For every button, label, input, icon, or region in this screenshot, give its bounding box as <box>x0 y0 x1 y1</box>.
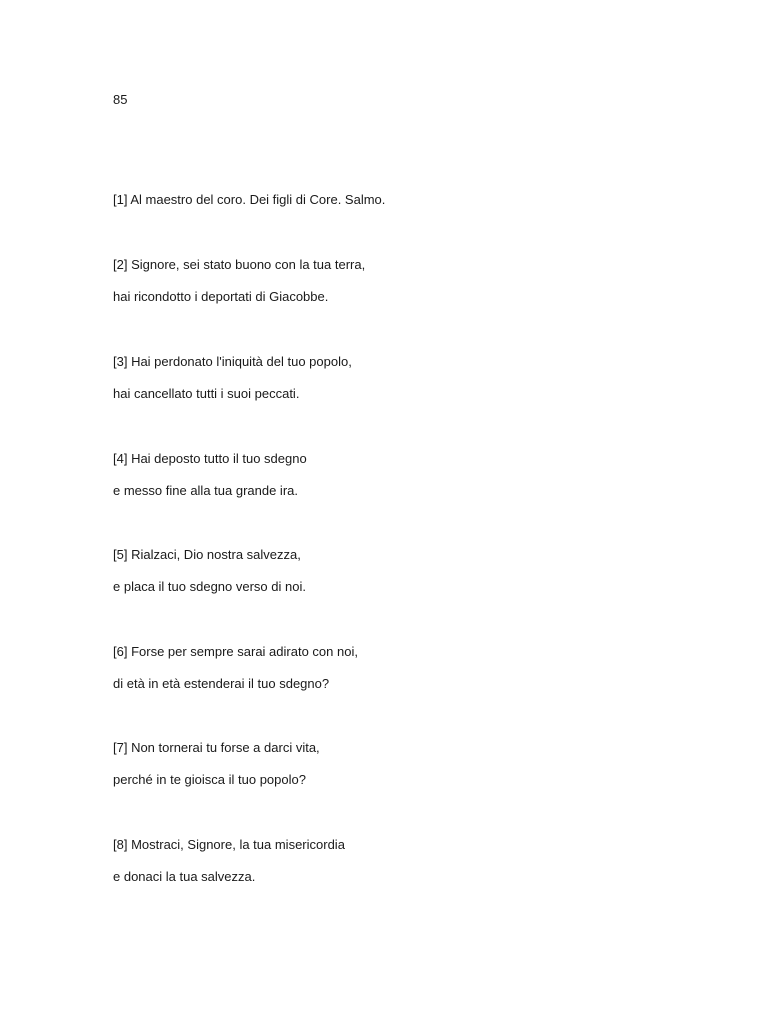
verse-2-line-2: hai ricondotto i deportati di Giacobbe. <box>113 289 329 304</box>
verse-3-line-1: [3] Hai perdonato l'iniquità del tuo popolo, <box>113 354 352 369</box>
verse-6-line-1: [6] Forse per sempre sarai adirato con noi, <box>113 644 358 659</box>
verse-4-line-2: e messo fine alla tua grande ira. <box>113 483 298 498</box>
verse-7-line-1: [7] Non tornerai tu forse a darci vita, <box>113 740 320 755</box>
verse-8-line-1: [8] Mostraci, Signore, la tua misericordia <box>113 837 345 852</box>
verse-3-line-2: hai cancellato tutti i suoi peccati. <box>113 386 300 401</box>
verse-6-line-2: di età in età estenderai il tuo sdegno? <box>113 676 330 691</box>
verse-2-line-1: [2] Signore, sei stato buono con la tua terra, <box>113 257 366 272</box>
verse-1-line-1: [1] Al maestro del coro. Dei figli di Core. Salmo. <box>113 192 386 207</box>
verse-8-line-2: e donaci la tua salvezza. <box>113 869 256 884</box>
verse-4-line-1: [4] Hai deposto tutto il tuo sdegno <box>113 451 307 466</box>
verse-5-line-1: [5] Rialzaci, Dio nostra salvezza, <box>113 547 301 562</box>
verse-7-line-2: perché in te gioisca il tuo popolo? <box>113 772 306 787</box>
page-number: 85 <box>113 92 128 107</box>
verse-5-line-2: e placa il tuo sdegno verso di noi. <box>113 579 306 594</box>
